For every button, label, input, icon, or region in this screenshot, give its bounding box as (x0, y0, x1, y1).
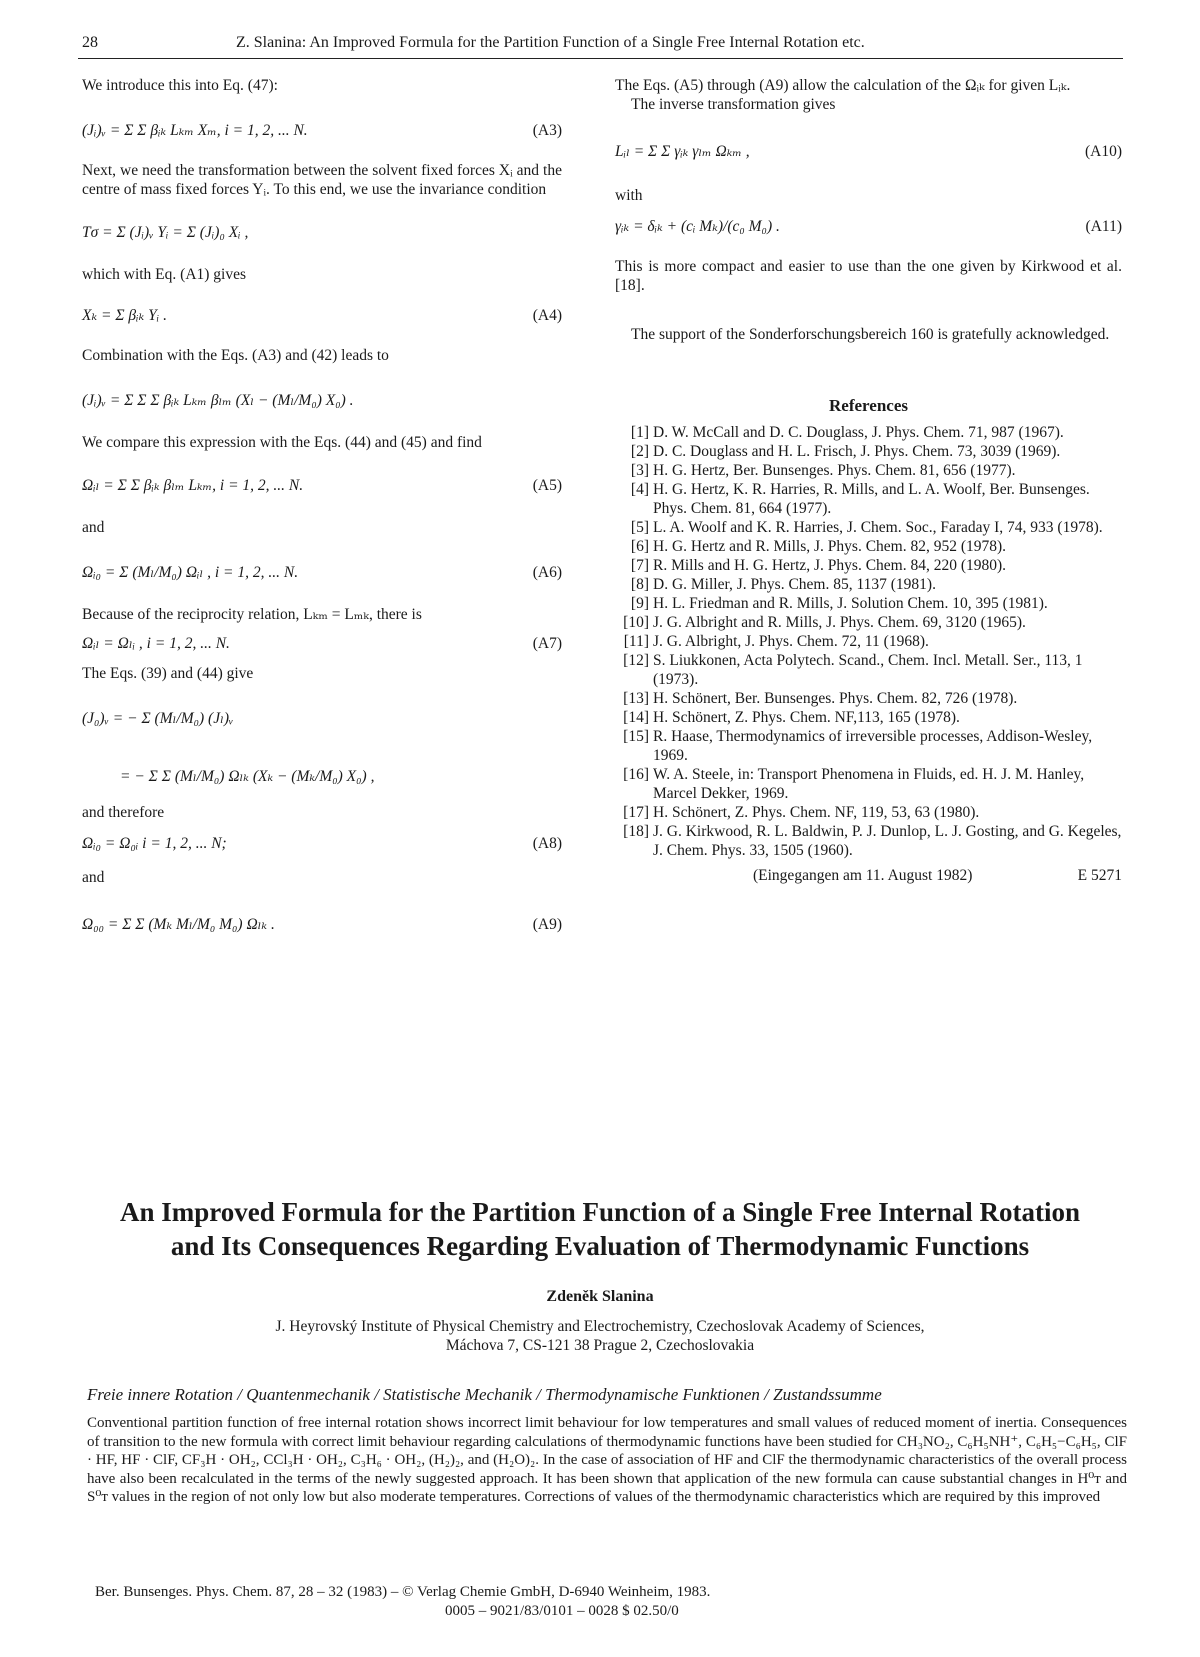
equation-a4 (82, 286, 562, 342)
equation-a3-body: (Jᵢ)ᵥ = Σ Σ βᵢₖ Lₖₘ Xₘ, i = 1, 2, ... N. (82, 122, 308, 139)
equation-a11-tag: (A11) (1085, 218, 1122, 235)
manuscript-code: E 5271 (1077, 867, 1122, 884)
equation-a10-body: Lᵢₗ = Σ Σ γᵢₖ γₗₘ Ωₖₘ , (615, 143, 750, 160)
reference-item: [10] J. G. Albright and R. Mills, J. Phys. Chem. 69, 3120 (1965). (623, 614, 1026, 631)
equation-a4-tag: (A4) (532, 307, 562, 324)
equation-combination-body: (Jᵢ)ᵥ = Σ Σ Σ βᵢₖ Lₖₘ βₗₘ (Xₗ − (Mₗ/M₀) X₀) . (82, 392, 354, 409)
equation-a5-tag: (A5) (532, 477, 562, 494)
reference-item: [6] H. G. Hertz and R. Mills, J. Phys. Chem. 82, 952 (1978). (630, 538, 1007, 555)
equation-j0 (82, 687, 562, 799)
equation-a7 (82, 630, 562, 660)
equation-a7-body: Ωᵢₗ = Ωₗᵢ , i = 1, 2, ... N. (82, 635, 230, 652)
reference-item: [3] H. G. Hertz, Ber. Bunsenges. Phys. Chem. 81, 656 (1977). (630, 462, 1016, 479)
article-affiliation (0, 1317, 1200, 1355)
equation-a3-tag: (A3) (532, 122, 562, 139)
paragraph-with: with (615, 187, 643, 204)
equation-a6 (82, 541, 562, 597)
affiliation-line-2: Máchova 7, CS-121 38 Prague 2, Czechoslovakia (445, 1337, 755, 1354)
paragraph-which-a1: which with Eq. (A1) gives (82, 266, 247, 283)
paragraph-and-1: and (82, 519, 105, 536)
equation-invariance (82, 203, 562, 261)
reference-item: [18] J. G. Kirkwood, R. L. Baldwin, P. J. Dunlop, L. J. Gosting, and G. Kegeles, J. Chem. Phys. 33, 1505 (1960). (623, 823, 1122, 859)
paragraph-reciprocity: Because of the reciprocity relation, Lₖₘ = Lₘₖ, there is (82, 606, 422, 623)
paragraph-compact: This is more compact and easier to use than the one given by Kirkwood et al. [18]. (615, 258, 1122, 294)
reference-item: [17] H. Schönert, Z. Phys. Chem. NF, 119, 53, 63 (1980). (623, 804, 980, 821)
paragraph-and-therefore: and therefore (82, 804, 165, 821)
reference-item: [11] J. G. Albright, J. Phys. Chem. 72, 11 (1968). (623, 633, 929, 650)
article-title-line-1: An Improved Formula for the Partition Function of a Single Free Internal Rotation (120, 1197, 1080, 1227)
reference-item: [7] R. Mills and H. G. Hertz, J. Phys. Chem. 84, 220 (1980). (630, 557, 1007, 574)
received-line (615, 866, 1122, 888)
paragraph-compare: We compare this expression with the Eqs. (44) and (45) and find (82, 434, 482, 451)
equation-a9 (82, 891, 562, 947)
reference-list (615, 423, 1122, 860)
equation-a5 (82, 456, 562, 514)
references-heading: References (829, 396, 908, 415)
article-title (60, 1195, 1140, 1263)
abstract: Conventional partition function of free internal rotation shows incorrect limit behaviour for low temperatures and small values of reduced moment of inertia. Consequences of transition to the new formula with correct limit behaviour regarding calculations of thermodynamic functions have been studied for CH₃NO₂, C₆H₅NH⁺, C₆H₅−C₆H₅, ClF · HF, HF · ClF, CF₃H · OH₂, CCl₃H · OH₂, C₃H₆ · OH₂, (H₂)₂, and (H₂O)₂. In the case of association of HF and ClF the thermodynamic characteristics of the overall process have also been recalculated in the terms of the newly suggested approach. It has been shown that application of the new formula can cause substantial changes in H⁰ᴛ and S⁰ᴛ values in the region of not only low but also moderate temperatures. Corrections of values of the thermodynamic characteristics which are required by this improved (87, 1415, 1127, 1505)
equation-invariance-body: Tσ = Σ (Jᵢ)ᵥ Yᵢ = Σ (Jᵢ)₀ Xᵢ , (82, 224, 249, 241)
affiliation-line-1: J. Heyrovský Institute of Physical Chemistry and Electrochemistry, Czechoslovak Academy of Sciences, (275, 1318, 925, 1335)
equation-j0-line-2: = − Σ Σ (Mₗ/M₀) Ωₗₖ (Xₖ − (Mₖ/M₀) X₀) , (120, 768, 375, 785)
paragraph-inverse: The inverse transformation gives (631, 96, 836, 113)
reference-item: [4] H. G. Hertz, K. R. Harries, R. Mills, and L. A. Woolf, Ber. Bunsenges. Phys. Chem. 81, 664 (1977). (630, 481, 1090, 517)
equation-a9-body: Ω₀₀ = Σ Σ (Mₖ Mₗ/M₀ M₀) Ωₗₖ . (82, 916, 275, 933)
equation-a6-tag: (A6) (532, 564, 562, 581)
footer-issn: 0005 – 9021/83/0101 – 0028 $ 02.50/0 (445, 1603, 679, 1619)
reference-item: [2] D. C. Douglass and H. L. Frisch, J. Phys. Chem. 73, 3039 (1969). (630, 443, 1061, 460)
equation-a11 (615, 217, 1122, 247)
paragraph-transformation: Next, we need the transformation between the solvent fixed forces Xᵢ and the centre of mass fixed forces Yᵢ. To this end, we use the invariance condition (82, 162, 562, 198)
article-title-line-2: and Its Consequences Regarding Evaluation of Thermodynamic Functions (170, 1231, 1030, 1261)
reference-item: [15] R. Haase, Thermodynamics of irreversible processes, Addison-Wesley, 1969. (623, 728, 1093, 764)
equation-a8 (82, 834, 562, 864)
equation-a8-tag: (A8) (532, 835, 562, 852)
paragraph-eqs-give: The Eqs. (39) and (44) give (82, 665, 254, 682)
reference-item: [16] W. A. Steele, in: Transport Phenomena in Fluids, ed. H. J. M. Hanley, Marcel Dekker, 1969. (623, 766, 1085, 802)
paragraph-combination: Combination with the Eqs. (A3) and (42) leads to (82, 347, 389, 364)
equation-a7-tag: (A7) (532, 635, 562, 652)
paragraph-acknowledgement: The support of the Sonderforschungsbereich 160 is gratefully acknowledged. (631, 326, 1110, 343)
reference-item: [5] L. A. Woolf and K. R. Harries, J. Chem. Soc., Faraday I, 74, 933 (1978). (630, 519, 1103, 536)
running-title: Z. Slanina: An Improved Formula for the Partition Function of a Single Free Internal Rotation etc. (236, 34, 865, 51)
right-column (615, 74, 1122, 888)
reference-item: [12] S. Liukkonen, Acta Polytech. Scand., Chem. Incl. Metall. Ser., 113, 1 (1973). (623, 652, 1083, 688)
page-number: 28 (82, 34, 98, 51)
equation-a11-body: γᵢₖ = δᵢₖ + (cᵢ Mₖ)/(c₀ M₀) . (615, 218, 780, 235)
equation-a4-body: Xₖ = Σ βᵢₖ Yᵢ . (82, 307, 167, 324)
received-date: (Eingegangen am 11. August 1982) (753, 867, 973, 884)
left-column (82, 74, 562, 947)
equation-a6-body: Ωᵢ₀ = Σ (Mₗ/M₀) Ωᵢₗ , i = 1, 2, ... N. (82, 564, 299, 581)
equation-a5-body: Ωᵢₗ = Σ Σ βᵢₖ βₗₘ Lₖₘ, i = 1, 2, ... N. (82, 477, 304, 494)
equation-a8-body: Ωᵢ₀ = Ω₀ᵢ i = 1, 2, ... N; (82, 835, 227, 852)
reference-item: [13] H. Schönert, Ber. Bunsenges. Phys. Chem. 82, 726 (1978). (623, 690, 1018, 707)
keywords: Freie innere Rotation / Quantenmechanik / Statistische Mechanik / Thermodynamische Funktionen / Zustandssumme (87, 1385, 882, 1404)
reference-item: [1] D. W. McCall and D. C. Douglass, J. Phys. Chem. 71, 987 (1967). (630, 424, 1064, 441)
paragraph-intro: We introduce this into Eq. (47): (82, 77, 278, 94)
equation-a9-tag: (A9) (532, 916, 562, 933)
footer-citation: Ber. Bunsenges. Phys. Chem. 87, 28 – 32 (1983) – © Verlag Chemie GmbH, D-6940 Weinheim, 1983. (95, 1584, 711, 1600)
equation-j0-line-1: (J₀)ᵥ = − Σ (Mₗ/M₀) (Jₗ)ᵥ (82, 710, 234, 727)
reference-item: [8] D. G. Miller, J. Phys. Chem. 85, 1137 (1981). (630, 576, 936, 593)
equation-combination (82, 369, 562, 429)
running-header (78, 28, 1123, 59)
article-author: Zdeněk Slanina (546, 1288, 654, 1305)
reference-item: [14] H. Schönert, Z. Phys. Chem. NF,113, 165 (1978). (623, 709, 960, 726)
paragraph-and-2: and (82, 869, 105, 886)
equation-a10-tag: (A10) (1084, 143, 1122, 160)
reference-item: [9] H. L. Friedman and R. Mills, J. Solution Chem. 10, 395 (1981). (630, 595, 1048, 612)
paragraph-allow: The Eqs. (A5) through (A9) allow the calculation of the Ωᵢₖ for given Lᵢₖ. (615, 77, 1071, 94)
equation-a3 (82, 101, 562, 157)
equation-a10 (615, 118, 1122, 180)
